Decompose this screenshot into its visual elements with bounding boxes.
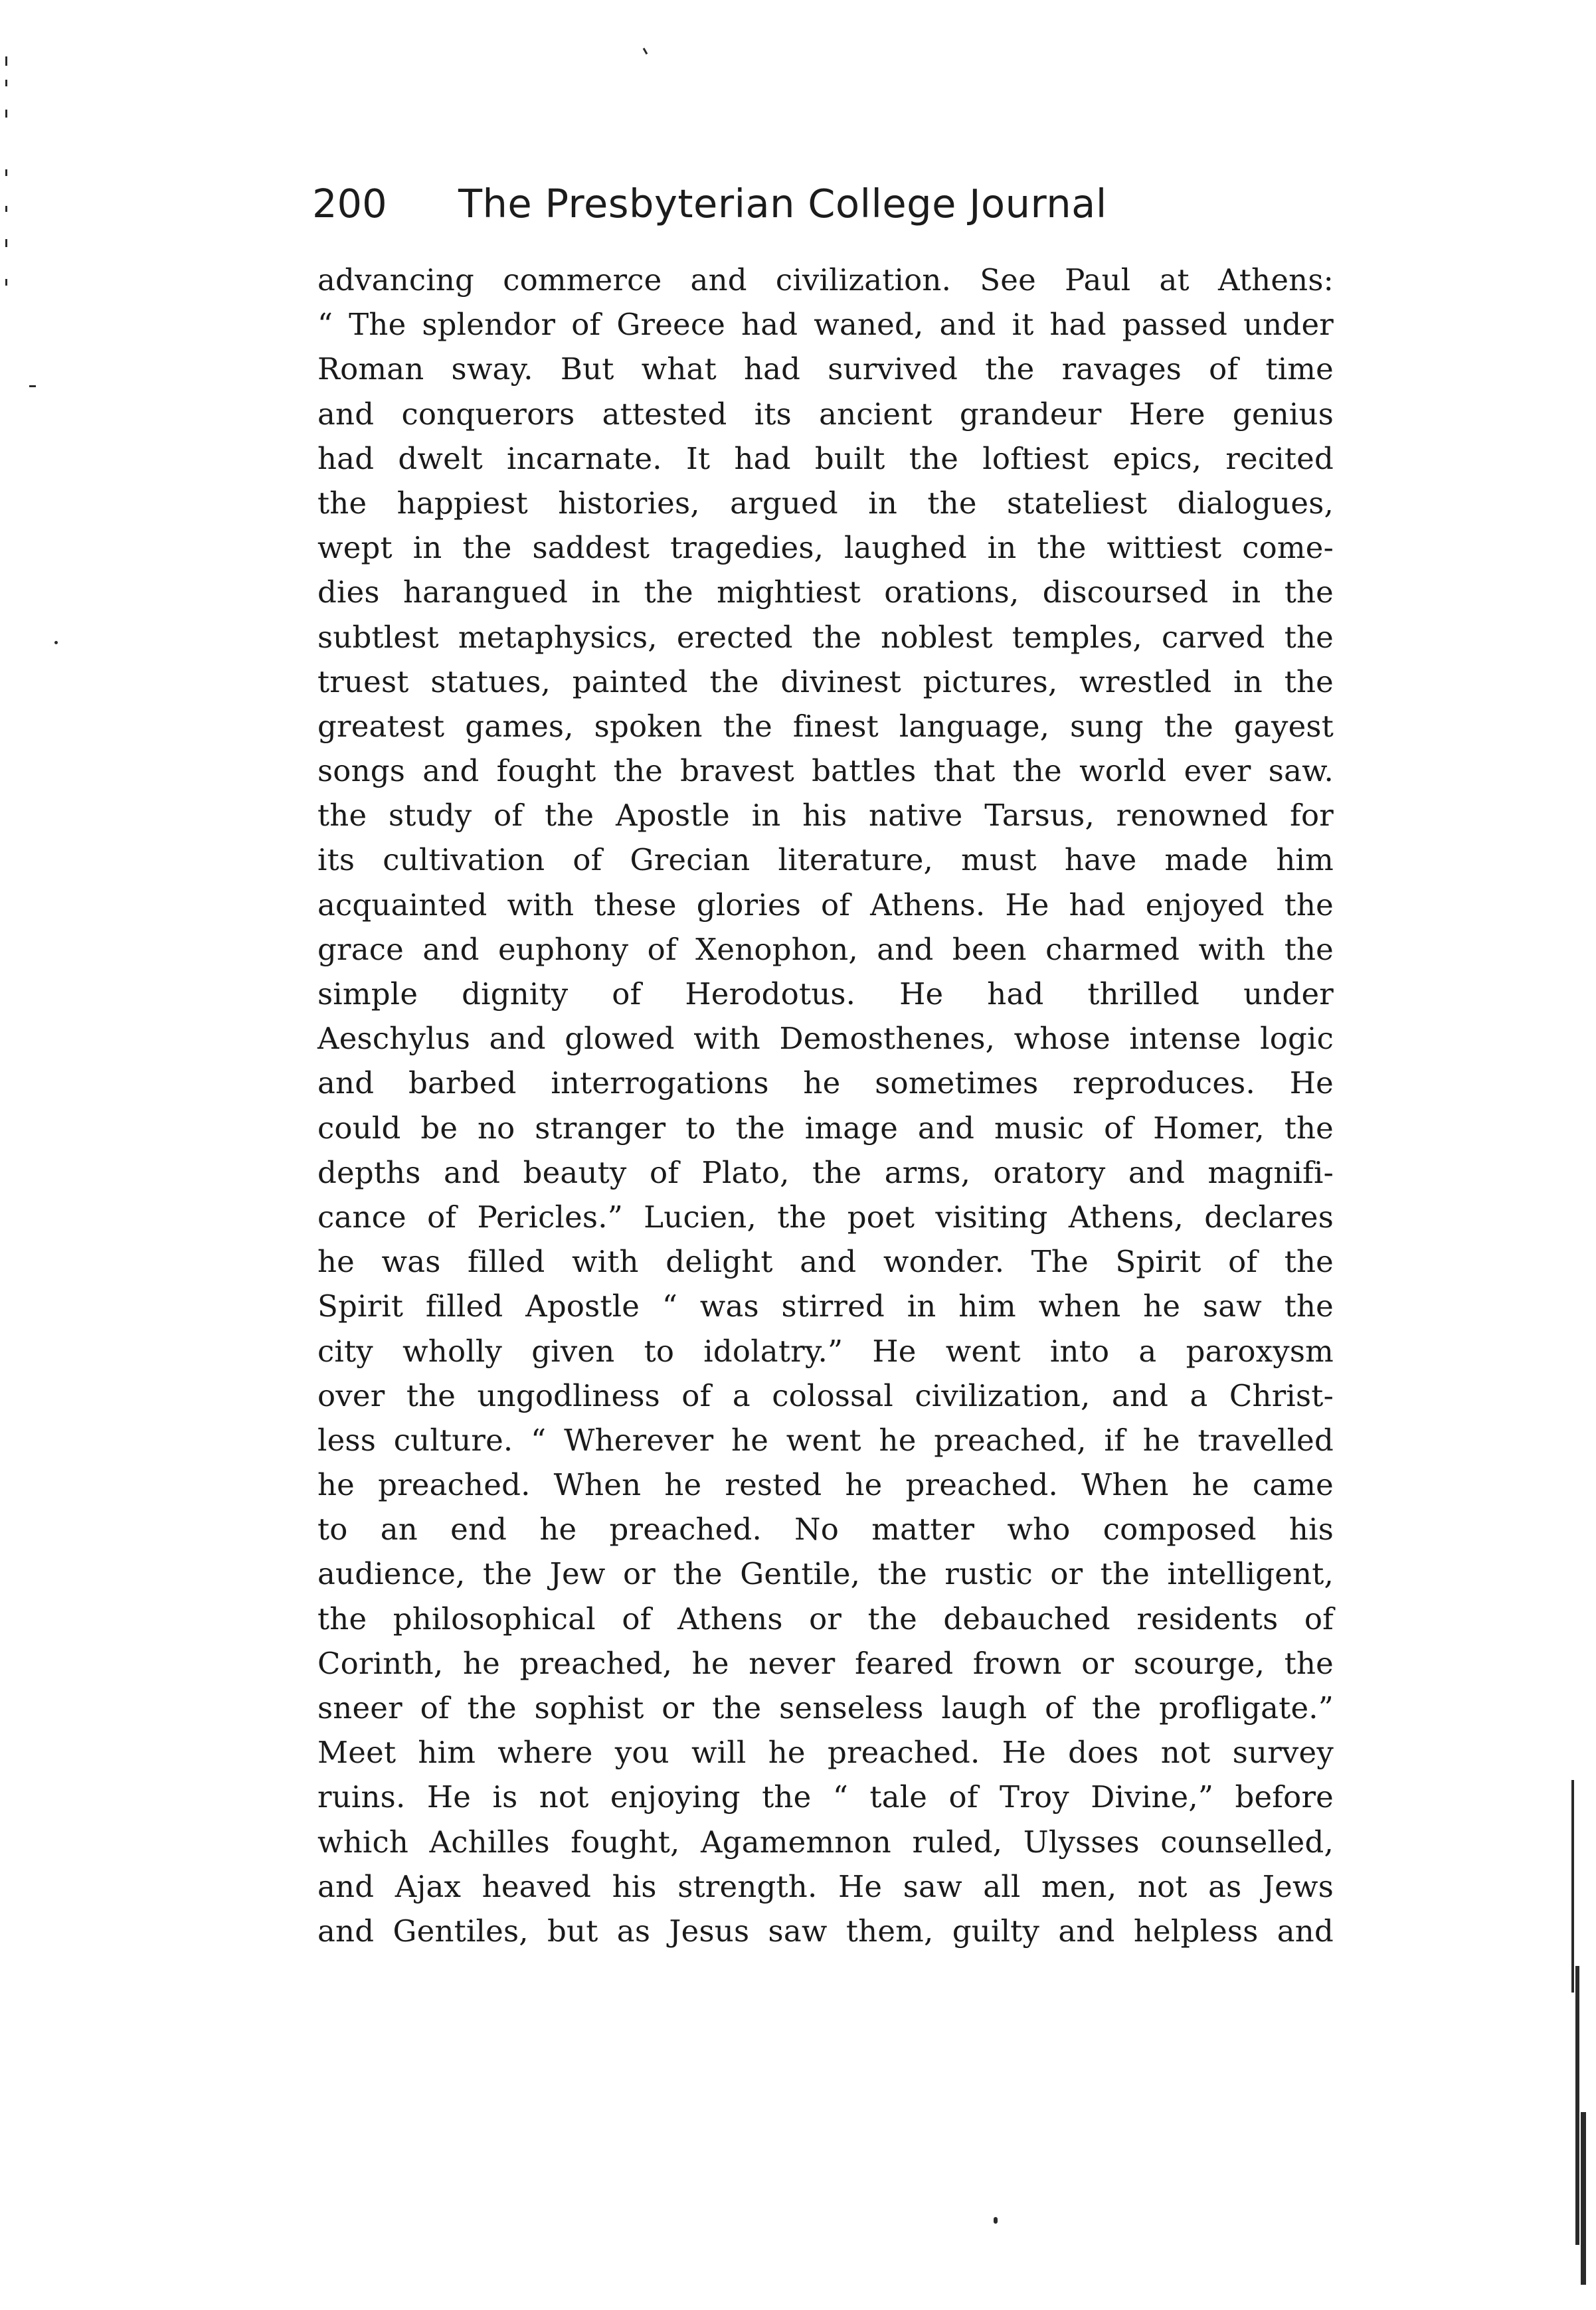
text-line: its cultivation of Grecian literature, must have made him <box>317 842 1334 878</box>
text-line: Spirit filled Apostle “ was stirred in him when he saw the <box>317 1288 1334 1324</box>
text-line: ruins. He is not enjoying the “ tale of Troy Divine,” before <box>317 1779 1334 1815</box>
text-line: he was filled with delight and wonder. The Spirit of the <box>317 1244 1334 1280</box>
text-line: could be no stranger to the image and music of Homer, the <box>317 1110 1334 1146</box>
text-line: acquainted with these glories of Athens. He had enjoyed the <box>317 887 1334 923</box>
text-line: to an end he preached. No matter who composed his <box>317 1512 1334 1548</box>
binding-edge <box>1581 2112 1586 2285</box>
binding-edge <box>1571 1780 1574 1993</box>
running-head <box>312 174 1335 234</box>
scan-speck <box>5 279 7 286</box>
text-line: wept in the saddest tragedies, laughed in the wittiest come- <box>317 530 1334 566</box>
scan-speck <box>54 641 58 644</box>
page-number: 200 <box>312 181 387 226</box>
text-line: and Gentiles, but as Jesus saw them, guilty and helpless and <box>317 1913 1334 1949</box>
text-line: dies harangued in the mightiest orations, discoursed in the <box>317 575 1334 610</box>
text-line: less culture. “ Wherever he went he preached, if he travelled <box>317 1422 1334 1458</box>
text-line: truest statues, painted the divinest pictures, wrestled in the <box>317 664 1334 699</box>
text-line: and barbed interrogations he sometimes reproduces. He <box>317 1065 1334 1101</box>
scan-speck <box>5 80 7 86</box>
scan-speck <box>5 56 7 66</box>
text-line: simple dignity of Herodotus. He had thrilled under <box>317 976 1334 1012</box>
text-line: the philosophical of Athens or the debauched residents of <box>317 1601 1334 1637</box>
scan-speck <box>5 239 7 247</box>
binding-edge <box>1575 1966 1579 2245</box>
text-line: Roman sway. But what had survived the ravages of time <box>317 351 1334 387</box>
text-line: cance of Pericles.” Lucien, the poet visiting Athens, declares <box>317 1199 1334 1235</box>
text-line: greatest games, spoken the finest language, sung the gayest <box>317 708 1334 744</box>
text-line: advancing commerce and civilization. See Paul at Athens: <box>317 262 1334 298</box>
text-line: songs and fought the bravest battles that the world ever saw. <box>317 753 1334 789</box>
journal-title: The Presbyterian College Journal <box>458 181 1107 226</box>
text-line: had dwelt incarnate. It had built the loftiest epics, recited <box>317 440 1334 476</box>
text-line: which Achilles fought, Agamemnon ruled, Ulysses counselled, <box>317 1824 1334 1860</box>
text-line: Meet him where you will he preached. He does not survey <box>317 1735 1334 1771</box>
text-line: city wholly given to idolatry.” He went into a paroxysm <box>317 1333 1334 1369</box>
text-line: subtlest metaphysics, erected the noblest temples, carved the <box>317 619 1334 655</box>
text-line: he preached. When he rested he preached. When he came <box>317 1467 1334 1503</box>
text-line: the happiest histories, argued in the stateliest dialogues, <box>317 485 1334 521</box>
text-line: grace and euphony of Xenophon, and been charmed with the <box>317 931 1334 967</box>
text-line: Corinth, he preached, he never feared frown or scourge, the <box>317 1645 1334 1681</box>
text-line: audience, the Jew or the Gentile, the rustic or the intelligent, <box>317 1556 1334 1592</box>
text-line: “ The splendor of Greece had waned, and it had passed under <box>317 307 1334 343</box>
text-line: the study of the Apostle in his native Tarsus, renowned for <box>317 798 1334 834</box>
text-line: over the ungodliness of a colossal civilization, and a Christ- <box>317 1377 1334 1413</box>
scan-speck <box>5 169 7 176</box>
text-line: and Ajax heaved his strength. He saw all men, not as Jews <box>317 1868 1334 1904</box>
scan-speck <box>29 385 36 387</box>
text-line: depths and beauty of Plato, the arms, oratory and magnifi- <box>317 1154 1334 1190</box>
scan-speck <box>5 110 7 118</box>
scan-speck <box>643 48 648 54</box>
text-line: sneer of the sophist or the senseless laugh of the profligate.” <box>317 1690 1334 1726</box>
body-text <box>317 258 1334 1953</box>
scan-speck <box>994 2217 998 2224</box>
text-line: and conquerors attested its ancient grandeur Here genius <box>317 396 1334 432</box>
text-line: Aeschylus and glowed with Demosthenes, whose intense logic <box>317 1021 1334 1057</box>
scan-speck <box>5 206 7 212</box>
